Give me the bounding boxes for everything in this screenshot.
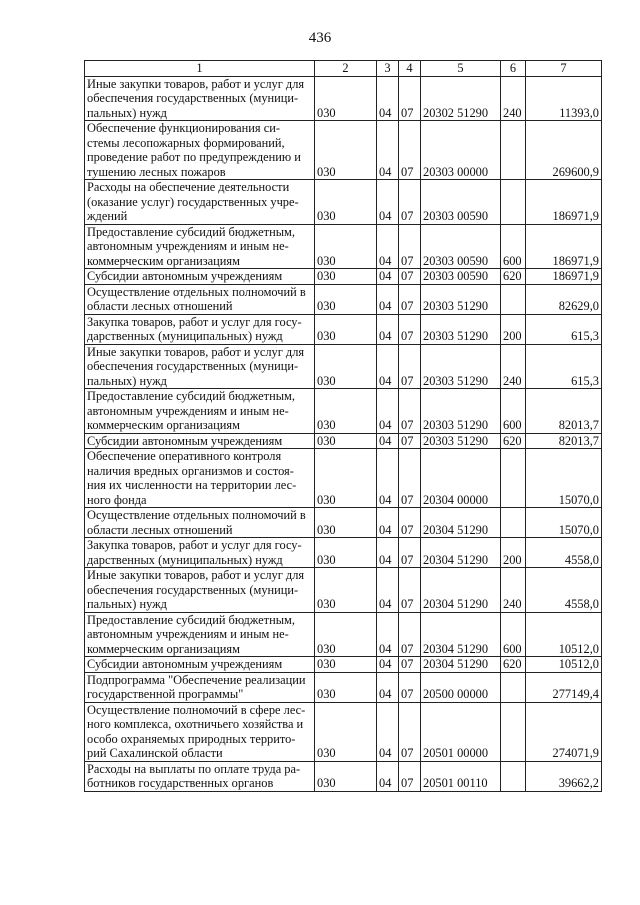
row-name: Предоставление субсидий бюджетным, автономным учреждениям и иным не-коммерческим организациям [85, 612, 315, 657]
row-admin-code: 030 [315, 538, 377, 568]
table-row [85, 389, 602, 434]
row-subsection: 07 [399, 224, 421, 269]
row-target-code: 20501 00000 [421, 702, 501, 761]
row-section: 04 [377, 314, 399, 344]
row-name: Осуществление полномочий в сфере лес-ного комплекса, охотничьего хозяйства и особо охраняемых природных террито-рий Сахалинской области [85, 702, 315, 761]
row-admin-code: 030 [315, 612, 377, 657]
row-expense-type [501, 702, 526, 761]
row-subsection: 07 [399, 508, 421, 538]
row-section: 04 [377, 180, 399, 225]
row-section: 04 [377, 508, 399, 538]
row-expense-type [501, 121, 526, 180]
column-header: 1 [85, 61, 315, 77]
table-row [85, 657, 602, 673]
row-subsection: 07 [399, 568, 421, 613]
row-expense-type [501, 761, 526, 791]
row-section: 04 [377, 761, 399, 791]
row-target-code: 20304 51290 [421, 508, 501, 538]
row-amount: 269600,9 [526, 121, 602, 180]
row-amount: 82629,0 [526, 284, 602, 314]
row-subsection: 07 [399, 314, 421, 344]
table-row [85, 76, 602, 121]
column-number-row [85, 61, 602, 77]
row-admin-code: 030 [315, 702, 377, 761]
row-target-code: 20303 00590 [421, 269, 501, 285]
row-amount: 82013,7 [526, 389, 602, 434]
row-target-code: 20302 51290 [421, 76, 501, 121]
row-amount: 82013,7 [526, 433, 602, 449]
row-expense-type [501, 672, 526, 702]
row-target-code: 20303 51290 [421, 344, 501, 389]
budget-table [84, 60, 602, 792]
row-name: Иные закупки товаров, работ и услуг для обеспечения государственных (муници-пальных) нужд [85, 76, 315, 121]
row-name: Обеспечение функционирования си-стемы лесопожарных формирований, проведение работ по предупреждению и тушению лесных пожаров [85, 121, 315, 180]
row-expense-type: 600 [501, 389, 526, 434]
row-target-code: 20303 51290 [421, 433, 501, 449]
row-target-code: 20303 51290 [421, 284, 501, 314]
table-row [85, 612, 602, 657]
row-expense-type: 620 [501, 269, 526, 285]
row-name: Расходы на выплаты по оплате труда ра-ботников государственных органов [85, 761, 315, 791]
table-row [85, 538, 602, 568]
table-row [85, 180, 602, 225]
row-amount: 11393,0 [526, 76, 602, 121]
row-subsection: 07 [399, 612, 421, 657]
row-name: Подпрограмма "Обеспечение реализации государственной программы" [85, 672, 315, 702]
row-target-code: 20303 00590 [421, 180, 501, 225]
row-name: Расходы на обеспечение деятельности (оказание услуг) государственных учре-ждений [85, 180, 315, 225]
column-header: 4 [399, 61, 421, 77]
row-target-code: 20303 51290 [421, 389, 501, 434]
row-subsection: 07 [399, 657, 421, 673]
row-amount: 15070,0 [526, 508, 602, 538]
row-section: 04 [377, 344, 399, 389]
row-admin-code: 030 [315, 449, 377, 508]
table-row [85, 224, 602, 269]
row-admin-code: 030 [315, 284, 377, 314]
row-amount: 186971,9 [526, 180, 602, 225]
row-name: Обеспечение оперативного контроля наличия вредных организмов и состоя-ния их численности на территории лес-ного фонда [85, 449, 315, 508]
column-header: 2 [315, 61, 377, 77]
row-subsection: 07 [399, 269, 421, 285]
row-expense-type: 200 [501, 538, 526, 568]
table-row [85, 672, 602, 702]
row-expense-type [501, 508, 526, 538]
table-row [85, 284, 602, 314]
row-admin-code: 030 [315, 344, 377, 389]
row-amount: 15070,0 [526, 449, 602, 508]
row-amount: 277149,4 [526, 672, 602, 702]
row-expense-type [501, 449, 526, 508]
row-amount: 10512,0 [526, 657, 602, 673]
table-row [85, 508, 602, 538]
table-row [85, 121, 602, 180]
row-admin-code: 030 [315, 76, 377, 121]
row-admin-code: 030 [315, 568, 377, 613]
row-amount: 10512,0 [526, 612, 602, 657]
row-admin-code: 030 [315, 180, 377, 225]
row-target-code: 20303 51290 [421, 314, 501, 344]
column-header: 7 [526, 61, 602, 77]
table-row [85, 761, 602, 791]
row-expense-type: 240 [501, 344, 526, 389]
row-amount: 39662,2 [526, 761, 602, 791]
row-target-code: 20500 00000 [421, 672, 501, 702]
row-expense-type [501, 180, 526, 225]
row-name: Осуществление отдельных полномочий в области лесных отношений [85, 284, 315, 314]
row-admin-code: 030 [315, 121, 377, 180]
row-subsection: 07 [399, 76, 421, 121]
row-subsection: 07 [399, 702, 421, 761]
row-amount: 186971,9 [526, 269, 602, 285]
row-admin-code: 030 [315, 657, 377, 673]
row-section: 04 [377, 612, 399, 657]
row-subsection: 07 [399, 389, 421, 434]
row-subsection: 07 [399, 344, 421, 389]
row-target-code: 20303 00590 [421, 224, 501, 269]
table-row [85, 314, 602, 344]
row-subsection: 07 [399, 180, 421, 225]
row-expense-type: 600 [501, 612, 526, 657]
row-admin-code: 030 [315, 224, 377, 269]
row-amount: 4558,0 [526, 568, 602, 613]
row-name: Предоставление субсидий бюджетным, автономным учреждениям и иным не-коммерческим организациям [85, 389, 315, 434]
row-target-code: 20304 51290 [421, 568, 501, 613]
row-name: Иные закупки товаров, работ и услуг для обеспечения государственных (муници-пальных) нужд [85, 344, 315, 389]
table-row [85, 449, 602, 508]
row-expense-type: 240 [501, 568, 526, 613]
row-admin-code: 030 [315, 269, 377, 285]
column-header: 3 [377, 61, 399, 77]
row-name: Субсидии автономным учреждениям [85, 657, 315, 673]
row-section: 04 [377, 657, 399, 673]
row-amount: 615,3 [526, 314, 602, 344]
row-section: 04 [377, 702, 399, 761]
row-section: 04 [377, 672, 399, 702]
row-name: Субсидии автономным учреждениям [85, 433, 315, 449]
row-target-code: 20501 00110 [421, 761, 501, 791]
row-target-code: 20304 51290 [421, 612, 501, 657]
row-name: Закупка товаров, работ и услуг для госу-дарственных (муниципальных) нужд [85, 538, 315, 568]
row-name: Иные закупки товаров, работ и услуг для обеспечения государственных (муници-пальных) нужд [85, 568, 315, 613]
row-expense-type: 600 [501, 224, 526, 269]
column-header: 5 [421, 61, 501, 77]
table-row [85, 702, 602, 761]
row-section: 04 [377, 449, 399, 508]
row-subsection: 07 [399, 284, 421, 314]
row-amount: 274071,9 [526, 702, 602, 761]
row-name: Субсидии автономным учреждениям [85, 269, 315, 285]
row-subsection: 07 [399, 538, 421, 568]
row-section: 04 [377, 269, 399, 285]
row-name: Предоставление субсидий бюджетным, автономным учреждениям и иным не-коммерческим организациям [85, 224, 315, 269]
row-admin-code: 030 [315, 508, 377, 538]
row-subsection: 07 [399, 672, 421, 702]
column-header: 6 [501, 61, 526, 77]
row-amount: 4558,0 [526, 538, 602, 568]
row-target-code: 20303 00000 [421, 121, 501, 180]
table-row [85, 344, 602, 389]
row-admin-code: 030 [315, 433, 377, 449]
row-section: 04 [377, 284, 399, 314]
table-row [85, 269, 602, 285]
row-expense-type [501, 284, 526, 314]
row-amount: 186971,9 [526, 224, 602, 269]
row-admin-code: 030 [315, 672, 377, 702]
row-subsection: 07 [399, 433, 421, 449]
row-name: Закупка товаров, работ и услуг для госу-дарственных (муниципальных) нужд [85, 314, 315, 344]
row-subsection: 07 [399, 761, 421, 791]
row-section: 04 [377, 224, 399, 269]
table-row [85, 568, 602, 613]
row-section: 04 [377, 76, 399, 121]
page-number: 436 [308, 30, 332, 46]
row-section: 04 [377, 568, 399, 613]
row-section: 04 [377, 433, 399, 449]
row-target-code: 20304 00000 [421, 449, 501, 508]
row-expense-type: 620 [501, 657, 526, 673]
row-expense-type: 200 [501, 314, 526, 344]
row-section: 04 [377, 538, 399, 568]
row-target-code: 20304 51290 [421, 657, 501, 673]
row-section: 04 [377, 389, 399, 434]
row-subsection: 07 [399, 121, 421, 180]
row-target-code: 20304 51290 [421, 538, 501, 568]
row-name: Осуществление отдельных полномочий в области лесных отношений [85, 508, 315, 538]
row-admin-code: 030 [315, 314, 377, 344]
row-expense-type: 620 [501, 433, 526, 449]
row-section: 04 [377, 121, 399, 180]
row-admin-code: 030 [315, 389, 377, 434]
row-subsection: 07 [399, 449, 421, 508]
table-row [85, 433, 602, 449]
row-admin-code: 030 [315, 761, 377, 791]
row-amount: 615,3 [526, 344, 602, 389]
row-expense-type: 240 [501, 76, 526, 121]
